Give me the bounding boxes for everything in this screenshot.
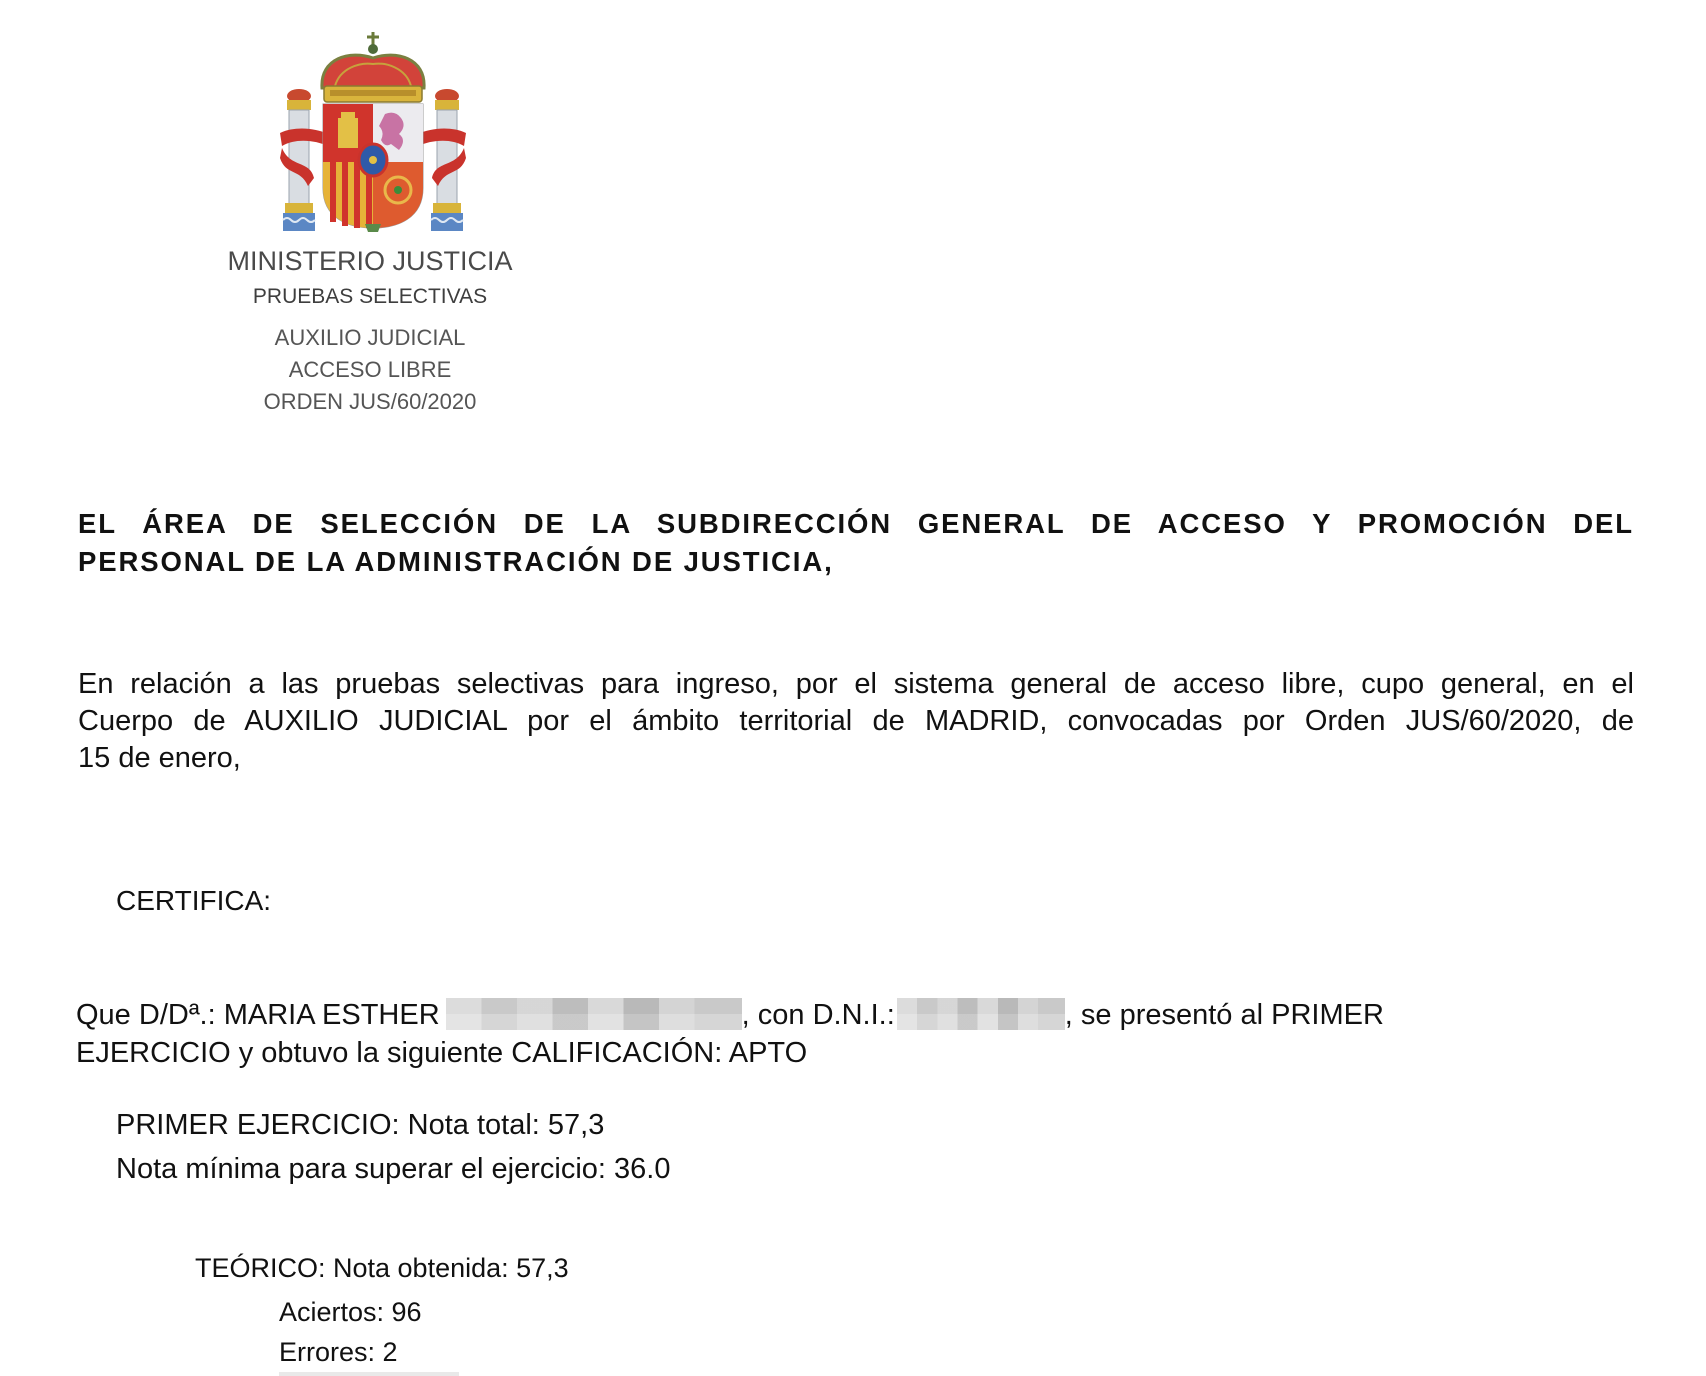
exam-type: PRUEBAS SELECTIVAS [252, 285, 488, 308]
certification-statement [76, 996, 1384, 1072]
correct-answers: Aciertos: 96 [279, 1297, 422, 1327]
total-score: PRIMER EJERCICIO: Nota total: 57,3 [116, 1109, 605, 1141]
heading-line-1: EL ÁREA DE SELECCIÓN DE LA SUBDIRECCIÓN GENERAL DE ACCESO Y PROMOCIÓN DEL [78, 508, 1634, 539]
dni-label: , con D.N.I.: [741, 999, 895, 1031]
minimum-score: Nota mínima para superar el ejercicio: 36.0 [116, 1153, 671, 1185]
corps-name: AUXILIO JUDICIAL [274, 325, 466, 350]
intro-paragraph [78, 666, 1634, 777]
paragraph-line-1: En relación a las pruebas selectivas para ingreso, por el sistema general de acceso libre, cupo general, en el [78, 668, 1634, 700]
statement-suffix: , se presentó al PRIMER [1064, 999, 1384, 1031]
theoretical-score: TEÓRICO: Nota obtenida: 57,3 [195, 1253, 569, 1283]
ministry-name: MINISTERIO JUSTICIA [227, 246, 513, 276]
spain-coat-of-arms-icon [280, 28, 470, 238]
order-reference: ORDEN JUS/60/2020 [263, 389, 477, 414]
error-count: Errores: 2 [279, 1337, 398, 1367]
cropped-line [279, 1372, 459, 1376]
document-heading [78, 505, 1634, 581]
paragraph-line-2: Cuerpo de AUXILIO JUDICIAL por el ámbito territorial de MADRID, convocadas por Orden JUS/60/2020, de [78, 705, 1634, 737]
statement-line-1 [76, 996, 1384, 1034]
heading-line-2: PERSONAL DE LA ADMINISTRACIÓN DE JUSTICIA, [78, 546, 834, 577]
certifica-label: CERTIFICA: [116, 885, 272, 916]
candidate-prefix: Que D/Dª.: MARIA ESTHER [76, 999, 440, 1031]
access-type: ACCESO LIBRE [288, 357, 452, 382]
paragraph-line-3: 15 de enero, [78, 742, 241, 774]
redacted-dni [897, 998, 1065, 1030]
statement-line-2: EJERCICIO y obtuvo la siguiente CALIFICACIÓN: APTO [76, 1037, 808, 1069]
redacted-surname [446, 998, 742, 1030]
